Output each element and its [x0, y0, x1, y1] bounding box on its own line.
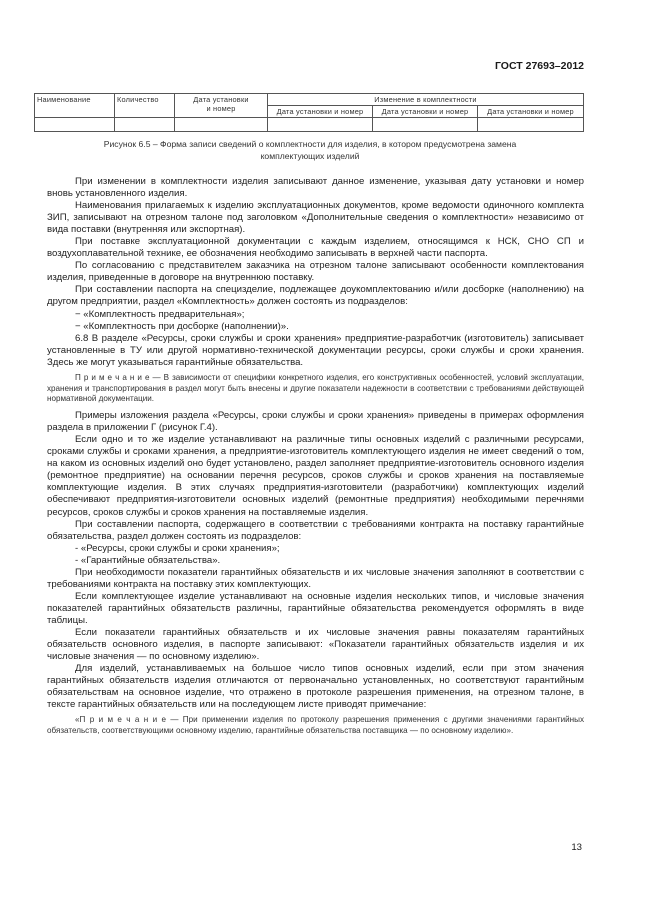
col-install-date-header	[175, 94, 268, 118]
document-standard-header: ГОСТ 27693–2012	[494, 60, 584, 72]
figure-caption-line2: комплектующих изделий	[260, 150, 360, 161]
subcol-1-header: Дата установки и номер	[268, 106, 373, 118]
figure-caption	[60, 139, 560, 162]
table-cell	[478, 118, 584, 132]
body-paragraph: При составлении паспорта, содержащего в соответствии с требованиями контракта на поставку гарантийные обязательства, раздел должен состоять из подразделов:	[47, 518, 584, 542]
body-paragraph: - «Ресурсы, сроки службы и сроки хранения»;	[75, 542, 280, 554]
table-cell	[175, 118, 268, 132]
table-cell	[35, 118, 115, 132]
table-header-row	[35, 94, 584, 106]
col-name-header: Наименование	[35, 94, 115, 118]
table-cell	[268, 118, 373, 132]
col-change-header: Изменение в комплектности	[268, 94, 584, 106]
body-text	[47, 176, 584, 742]
note-paragraph: «П р и м е ч а н и е — При применении изделия по протоколу разрешения применения с другими значениями гарантийных обязательств, соответствующими основному изделию, гарантийные обязательства поставщика — по основному изделию».	[47, 715, 584, 736]
body-paragraph: − «Комплектность при досборке (наполнении)».	[75, 320, 289, 332]
body-paragraph: − «Комплектность предварительная»;	[75, 308, 245, 320]
body-paragraph: При поставке эксплуатационной документации с каждым изделием, относящимся к НСК, СНО СП и воздухоплавательной технике, ее обозначения необходимо записывать в верхней части паспорта.	[47, 236, 584, 260]
page-number: 13	[571, 842, 582, 853]
note-paragraph: П р и м е ч а н и е — В зависимости от специфики конкретного изделия, его конструктивных особенностей, условий эксплуатации, хранения и транспортирования в раздел могут быть внесены и другие показатели надежности в соответствии с требованиями действующей нормативной документации.	[47, 372, 584, 404]
subcol-2-header: Дата установки и номер	[373, 106, 478, 118]
completeness-record-form-table	[34, 93, 584, 132]
body-paragraph: Примеры изложения раздела «Ресурсы, сроки службы и сроки хранения» приведены в примерах оформления раздела в приложении Г (рисунок Г.4).	[47, 410, 584, 434]
table-empty-row	[35, 118, 584, 132]
body-paragraph: По согласованию с представителем заказчика на отрезном талоне записывают особенности комплектования изделия, приведенные в договоре на внутреннюю поставку.	[47, 260, 584, 284]
col-install-date-line2: и номер	[206, 104, 236, 113]
figure-caption-line1: Рисунок 6.5 – Форма записи сведений о комплектности для изделия, в котором предусмотрена замена	[103, 139, 517, 149]
body-paragraph: При составлении паспорта на специзделие, подлежащее доукомплектованию и/или досборке (наполнению) на другом предприятии, раздел «Комплектность» должен состоять из подразделов:	[47, 284, 584, 308]
body-paragraph: При необходимости показатели гарантийных обязательств и их числовые значения заполняют в соответствии с требованиями контракта на поставку этих комплектующих.	[47, 566, 584, 590]
subcol-3-header: Дата установки и номер	[478, 106, 584, 118]
table-cell	[373, 118, 478, 132]
body-paragraph: 6.8 В разделе «Ресурсы, сроки службы и сроки хранения» предприятие-разработчик (изготовитель) записывает установленные в ТУ или другой нормативно-технической документации ресурсы, сроки службы и сроки хранения. Здесь же могут указываться гарантийные обязательства.	[47, 332, 584, 368]
table-cell	[115, 118, 175, 132]
col-install-date-line1: Дата установки	[193, 95, 249, 104]
body-paragraph: Наименования прилагаемых к изделию эксплуатационных документов, кроме ведомости одиночного комплекта ЗИП, записывают на отрезном талоне под заголовком «Дополнительные сведения о комплектности» независимо от вида поставки (внутренняя или экспортная).	[47, 200, 584, 236]
body-paragraph: Для изделий, устанавливаемых на большое число типов основных изделий, если при этом значения гарантийных обязательств изделия отличаются от первоначально установленных, но соответствуют гарантийным обязательствам на основное изделие, что отражено в протоколе разрешения применения, на отрезном талоне, в тексте гарантийных обязательств или на последующем листе приводят примечание:	[47, 663, 584, 711]
body-paragraph: Если показатели гарантийных обязательств и их числовые значения равны показателям гарантийных обязательств основного изделия, в паспорте записывают: «Показатели гарантийных обязательств изделия и их числовые значения — по основному изделию».	[47, 626, 584, 663]
body-paragraph: При изменении в комплектности изделия записывают данное изменение, указывая дату установки и номер вновь установленного изделия.	[47, 176, 584, 200]
col-quantity-header: Количество	[115, 94, 175, 118]
body-paragraph: Если комплектующее изделие устанавливают на основные изделия нескольких типов, и числовые значения показателей гарантийных обязательств различны, гарантийные обязательства рекомендуется оформлять в виде таблицы.	[47, 590, 584, 626]
body-paragraph: Если одно и то же изделие устанавливают на различные типы основных изделий с различными ресурсами, сроками службы и сроками хранения, а предприятие-изготовитель комплектующего изделия не имеет сведений о том, на каком из основных изделий оно будет установлено, раздел заполняет предприятие-изготовитель основного изделия (ремонтное предприятие) на основании перечня ресурсов, сроков службы и сроков хранения на поставляемые комплектующие изделия. В этих случаях предприятия-изготовители (разработчики) комплектующих изделий обеспечивают предприятия-изготовители основных изделий (ремонтные предприятия) необходимыми перечнями ресурсов, сроков службы и сроков хранения на поставляемые изделия.	[47, 434, 584, 518]
body-paragraph: - «Гарантийные обязательства».	[75, 554, 221, 566]
